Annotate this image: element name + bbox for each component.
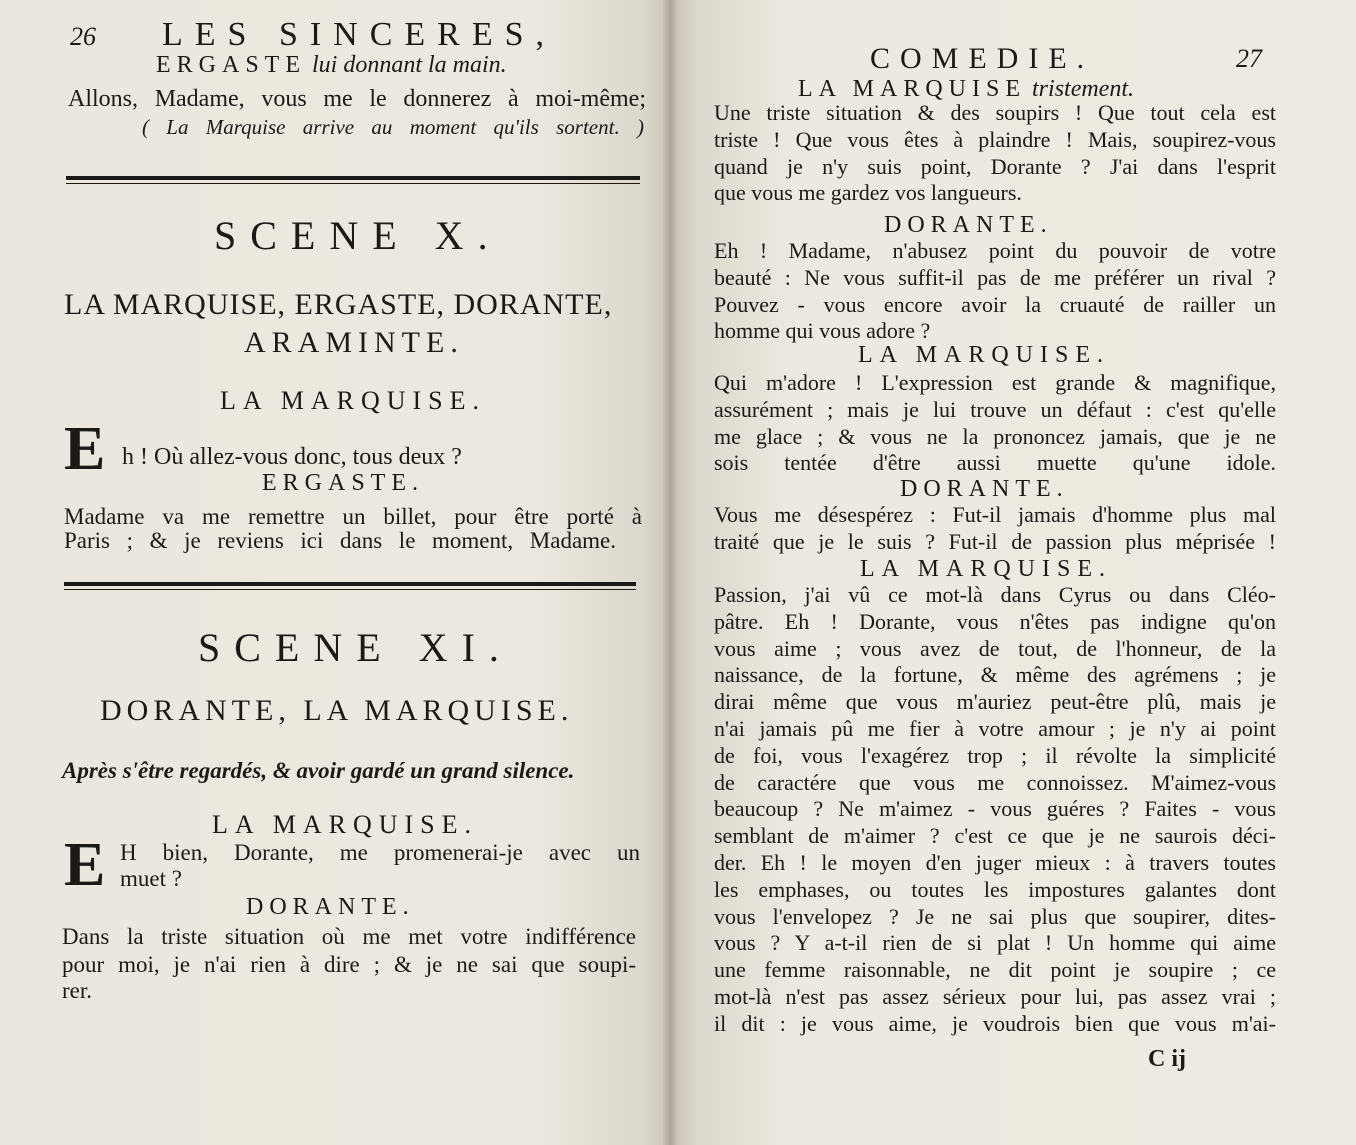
dialogue-line: semblant de m'aimer ? c'est ce que je ne saurois déci- (714, 823, 1276, 849)
dialogue-line: rer. (62, 978, 93, 1003)
dialogue-line: H bien, Dorante, me promenerai-je avec un (120, 840, 640, 865)
drop-cap: E (64, 415, 106, 483)
speaker-heading: LA MARQUISE. (860, 556, 1113, 582)
dialogue-line: de foi, vous l'exagérez trop ; il révolte la simplicité (714, 742, 1276, 768)
speaker-heading: DORANTE. (246, 894, 415, 920)
dialogue-line: Vous me désespérez : Fut-il jamais d'homme plus mal (714, 502, 1276, 527)
page-number: 26 (70, 22, 96, 51)
speaker-heading: LA MARQUISE. (858, 342, 1111, 368)
dialogue-line: Qui m'adore ! L'expression est grande & magnifique, (714, 370, 1276, 395)
dialogue-line: beauté : Ne vous suffit-il pas de me préférer un rival ? (714, 264, 1276, 290)
speaker-heading (798, 76, 1134, 103)
direction-text: lui donnant la main. (312, 52, 507, 78)
right-page (670, 0, 1356, 1145)
dialogue-line: der. Eh ! le moyen d'en juger mieux : à travers toutes (714, 850, 1276, 875)
dialogue-line: n'ai jamais pû me fier à votre amour ; je n'y ai point (714, 716, 1276, 741)
dialogue-line: sois tentée d'être aussi muette qu'une idole. (714, 450, 1276, 476)
stage-direction: Après s'être regardés, & avoir gardé un grand silence. (62, 758, 575, 783)
dialogue-line: dirai même que vous m'auriez peut-être plû, mais je (714, 689, 1276, 715)
dialogue-line: triste ! Que vous êtes à plaindre ! Mais, soupirez-vous (714, 126, 1276, 152)
dialogue-line: pour moi, je n'ai rien à dire ; & je ne sai que soupi- (62, 952, 636, 977)
dialogue-line: Dans la triste situation où me met votre indifférence (62, 924, 636, 949)
speaker-heading: DORANTE. (884, 212, 1053, 238)
book-gutter (662, 0, 678, 1145)
dialogue-line: vous ? Y a-t-il rien de si plat ! Un homme qui aime (714, 930, 1276, 956)
dialogue-line: Eh ! Madame, n'abusez point du pouvoir de votre (714, 238, 1276, 263)
cast-list: DORANTE, LA MARQUISE. (100, 694, 574, 727)
dialogue-line: Allons, Madame, vous me le donnerez à moi-même; (68, 86, 646, 112)
scene-divider (66, 176, 640, 180)
dialogue-line: que vous me gardez vos langueurs. (714, 180, 1022, 206)
dialogue-line: naissance, de la fortune, & même des agrémens ; je (714, 662, 1276, 688)
page-number: 27 (1236, 44, 1262, 73)
dialogue-line: me glace ; & vous ne la prononcez jamais, que je ne (714, 423, 1276, 449)
scene-divider (64, 582, 636, 586)
signature-mark: C ij (1148, 1046, 1186, 1072)
scene-title: SCENE X. (214, 213, 502, 258)
dialogue-line: muet ? (120, 866, 182, 891)
speaker-name: LA MARQUISE (798, 76, 1027, 102)
dialogue-line: les emphases, ou toutes les impostures galantes dont (714, 876, 1276, 902)
speaker-name: ERGASTE (156, 52, 306, 78)
cast-list: LA MARQUISE, ERGASTE, DORANTE, (64, 288, 613, 321)
dialogue-line: Une triste situation & des soupirs ! Que tout cela est (714, 100, 1276, 125)
dialogue-line: Passion, j'ai vû ce mot-là dans Cyrus ou dans Cléo- (714, 582, 1276, 607)
drop-cap: E (64, 831, 106, 899)
direction-text: tristement. (1032, 76, 1135, 102)
stage-direction (156, 52, 507, 79)
dialogue-line: assurément ; mais je lui trouve un défaut : c'est qu'elle (714, 396, 1276, 422)
scene-title: SCENE XI. (198, 625, 513, 670)
dialogue-line: vous l'envelopez ? Je ne sai plus que soupirer, dites- (714, 903, 1276, 929)
dialogue-line: h ! Où allez-vous donc, tous deux ? (122, 444, 462, 470)
dialogue-line: mot-là n'est pas assez sérieux pour lui, pas assez vrai ; (714, 984, 1276, 1009)
running-head: LES SINCERES, (162, 16, 557, 53)
dialogue-line: il dit : je vous aime, je voudrois bien que vous m'ai- (714, 1010, 1276, 1036)
cast-list: ARAMINTE. (244, 326, 464, 359)
speaker-heading: LA MARQUISE. (220, 386, 487, 415)
running-head: COMEDIE. (870, 42, 1095, 75)
dialogue-line: de caractére que vous me connoissez. M'aimez-vous (714, 769, 1276, 795)
dialogue-line: homme qui vous adore ? (714, 318, 931, 344)
dialogue-line: Pouvez - vous encore avoir la cruauté de railler un (714, 291, 1276, 317)
speaker-heading: ERGASTE. (262, 470, 424, 496)
dialogue-line: traité que je le suis ? Fut-il de passion plus méprisée ! (714, 528, 1276, 554)
dialogue-line: Paris ; & je reviens ici dans le moment, Madame. (64, 528, 616, 553)
left-page (0, 0, 670, 1145)
speaker-heading: DORANTE. (900, 476, 1069, 502)
speaker-heading: LA MARQUISE. (212, 810, 479, 839)
dialogue-line: beaucoup ? Ne m'aimez - vous guéres ? Faites - vous (714, 796, 1276, 822)
dialogue-line: pâtre. Eh ! Dorante, vous n'êtes pas indigne qu'on (714, 608, 1276, 634)
dialogue-line: Madame va me remettre un billet, pour être porté à (64, 504, 642, 529)
dialogue-line: une femme raisonnable, ne dit point je soupire ; ce (714, 957, 1276, 983)
dialogue-line: vous aime ; vous avez de tout, de l'honneur, de la (714, 635, 1276, 661)
stage-direction: ( La Marquise arrive au moment qu'ils sortent. ) (142, 115, 644, 139)
dialogue-line: quand je n'y suis point, Dorante ? J'ai dans l'esprit (714, 153, 1276, 179)
